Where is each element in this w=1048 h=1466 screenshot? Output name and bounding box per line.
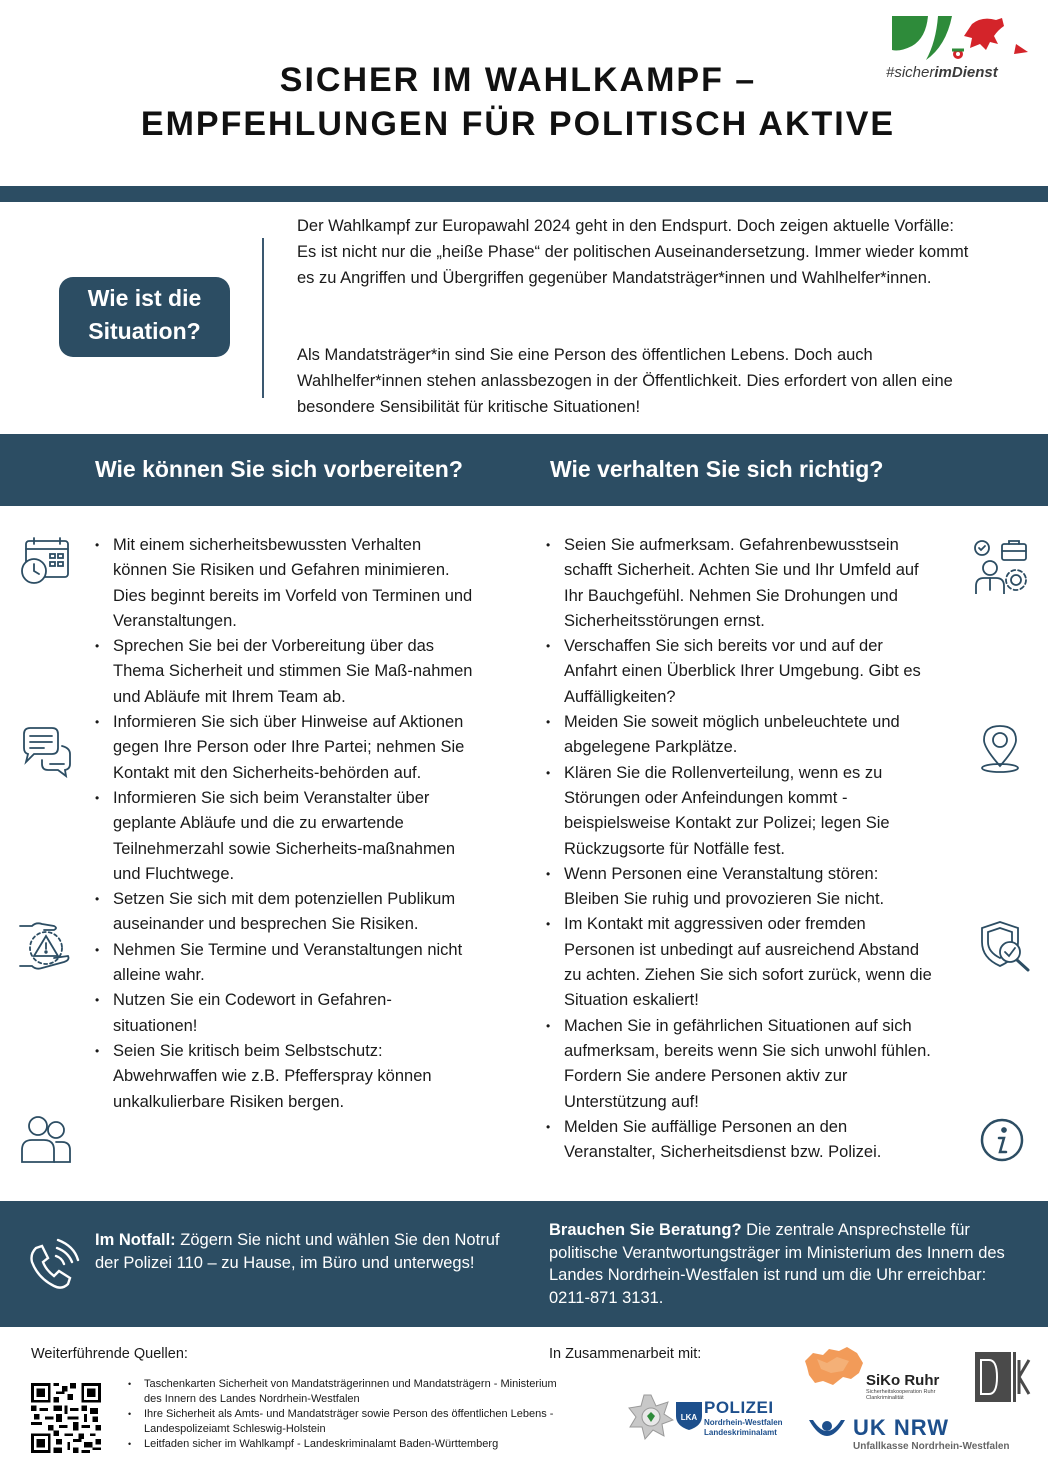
lka-badge-icon bbox=[674, 1398, 704, 1432]
team-tools-icon bbox=[972, 538, 1028, 594]
siko-ruhr-map-icon bbox=[803, 1345, 865, 1387]
police-star-icon bbox=[628, 1394, 674, 1440]
polizei-name: POLIZEI bbox=[704, 1398, 774, 1417]
phone-ringing-icon bbox=[24, 1238, 80, 1294]
situation-divider bbox=[262, 238, 264, 398]
calendar-clock-icon bbox=[18, 535, 74, 591]
emergency-body: Zögern Sie nicht und wählen Sie den Notruf der Polizei 110 – zu Hause, im Büro und unterwegs! bbox=[95, 1231, 500, 1272]
title-line-1: SICHER IM WAHLKAMPF – bbox=[279, 61, 757, 99]
list-item: • Seien Sie kritisch beim Selbstschutz: Abwehrwaffen wie z.B. Pfefferspray können unkalkulierbare Risiken bergen. bbox=[95, 1039, 475, 1115]
polizei-logo bbox=[704, 1398, 804, 1438]
dfk-logo-icon bbox=[975, 1352, 1031, 1402]
sources-heading: Weiterführende Quellen: bbox=[31, 1346, 188, 1362]
advice-body: Die zentrale Ansprechstelle für politische Verantwortungsträger im Ministerium des Innern des Landes Nordrhein-Westfalen ist rund um die Uhr erreichbar: 0211-871 3131. bbox=[549, 1221, 1005, 1307]
list-item: • Verschaffen Sie sich bereits vor und auf der Anfahrt einen Überblick Ihrer Umgebung. Gibt es Auffälligkeiten? bbox=[546, 634, 936, 710]
prepare-heading: Wie können Sie sich vorbereiten? bbox=[95, 456, 463, 482]
list-item: • Melden Sie auffällige Personen an den Veranstalter, Sicherheitsdienst bzw. Polizei. bbox=[546, 1115, 936, 1166]
sources-list bbox=[128, 1377, 558, 1452]
list-item: • Machen Sie in gefährlichen Situationen auf sich aufmerksam, bereits wenn Sie sich unwohl fühlen. Fordern Sie andere Personen aktiv zur Unterstützung auf! bbox=[546, 1014, 936, 1115]
title-line-2: EMPFEHLUNGEN FÜR POLITISCH AKTIVE bbox=[140, 105, 896, 143]
list-item: • Sprechen Sie bei der Vorbereitung über das Thema Sicherheit und stimmen Sie Maß-nahmen und Abläufe mit Ihrem Team ab. bbox=[95, 634, 475, 710]
list-item: • Ihre Sicherheit als Amts- und Mandatsträger sowie Person des öffentlichen Lebens - Landespolizeiamt Schleswig-Holstein bbox=[128, 1407, 558, 1437]
list-item: • Mit einem sicherheitsbewussten Verhalten können Sie Risiken und Gefahren minimieren. Dies beginnt bereits im Vorfeld von Terminen und Veranstaltungen. bbox=[95, 533, 475, 634]
people-icon bbox=[18, 1112, 74, 1168]
partners-heading: In Zusammenarbeit mit: bbox=[549, 1346, 702, 1362]
emergency-label: Im Notfall: bbox=[95, 1231, 176, 1249]
lka-badge-text: LKA bbox=[680, 1413, 698, 1422]
siko-ruhr-logo bbox=[866, 1372, 939, 1401]
advice-text bbox=[549, 1219, 1009, 1309]
behave-heading: Wie verhalten Sie sich richtig? bbox=[550, 456, 884, 482]
list-item: • Meiden Sie soweit möglich unbeleuchtete und abgelegene Parkplätze. bbox=[546, 710, 936, 761]
list-item: • Setzen Sie sich mit dem potenziellen Publikum auseinander und besprechen Sie Risiken. bbox=[95, 887, 475, 938]
list-item: • Leitfaden sicher im Wahlkampf - Landeskriminalamt Baden-Württemberg bbox=[128, 1437, 558, 1452]
emergency-text bbox=[95, 1229, 505, 1274]
prepare-list bbox=[95, 533, 475, 1115]
siko-line-2: Clankriminalität bbox=[866, 1395, 904, 1401]
situation-badge-line-1: Wie ist die bbox=[87, 285, 202, 311]
logo-suffix: imDienst bbox=[934, 64, 998, 81]
list-item: • Nutzen Sie ein Codewort in Gefahren-situationen! bbox=[95, 988, 475, 1039]
list-item: • Taschenkarten Sicherheit von Mandatsträgerinnen und Mandatsträgern - Ministerium des Innern des Landes Nordrhein-Westfalen bbox=[128, 1377, 558, 1407]
info-icon bbox=[976, 1112, 1032, 1168]
situation-paragraph-1: Der Wahlkampf zur Europawahl 2024 geht in den Endspurt. Doch zeigen aktuelle Vorfälle: Es ist nicht nur die „heiße Phase“ der politischen Auseinandersetzung. Immer wieder kommt es zu Angriffen und Übergriffen gegenüber Mandatsträger*innen und Wahlhelfer*innen. bbox=[297, 217, 969, 287]
logo-hashtag bbox=[886, 64, 1036, 81]
polizei-line-1: Nordrhein-Westfalen bbox=[704, 1418, 783, 1427]
list-item: • Informieren Sie sich beim Veranstalter über geplante Abläufe und die zu erwartende Teilnehmerzahl sowie Sicherheits-maßnahmen und Fluchtwege. bbox=[95, 786, 475, 887]
header-divider-bar bbox=[0, 186, 1048, 202]
list-item: • Nehmen Sie Termine und Veranstaltungen nicht alleine wahr. bbox=[95, 938, 475, 989]
siko-line-1: Sicherheitskooperation Ruhr bbox=[866, 1389, 936, 1395]
situation-badge bbox=[59, 277, 230, 357]
situation-paragraph-2: Als Mandatsträger*in sind Sie eine Person des öffentlichen Lebens. Doch auch Wahlhelfer*innen stehen anlassbezogen in der Öffentlichkeit. Dies erfordert von allen eine besondere Sensibilität für kritische Situationen! bbox=[297, 346, 953, 416]
hand-warning-icon bbox=[18, 918, 74, 974]
list-item: • Im Kontakt mit aggressiven oder fremden Personen ist unbedingt auf ausreichend Abstand zu achten. Ziehen Sie sich sofort zurück, wenn die Situation eskaliert! bbox=[546, 912, 936, 1013]
list-item: • Informieren Sie sich über Hinweise auf Aktionen gegen Ihre Person oder Ihre Partei; nehmen Sie Kontakt mit den Sicherheits-behörden auf. bbox=[95, 710, 475, 786]
shield-search-icon bbox=[976, 918, 1032, 974]
logo-prefix: #sicher bbox=[886, 64, 935, 81]
qr-code-icon[interactable] bbox=[31, 1383, 101, 1453]
uk-name: UK NRW bbox=[853, 1415, 950, 1440]
polizei-line-2: Landeskriminalamt bbox=[704, 1428, 777, 1437]
list-item: • Seien Sie aufmerksam. Gefahrenbewusstsein schafft Sicherheit. Achten Sie und Ihr Umfeld auf Ihr Bauchgefühl. Nehmen Sie Drohungen und Sicherheitsstörungen ernst. bbox=[546, 533, 936, 634]
chat-bubbles-icon bbox=[18, 724, 74, 780]
situation-badge-line-2: Situation? bbox=[88, 318, 201, 344]
location-pin-icon bbox=[972, 720, 1028, 776]
uk-nrw-emblem-icon bbox=[805, 1412, 849, 1448]
siko-name: SiKo Ruhr bbox=[866, 1372, 940, 1389]
list-item: • Klären Sie die Rollenverteilung, wenn es zu Störungen oder Anfeindungen kommt - beispielsweise Kontakt zur Polizei; legen Sie Rückzugsorte für Notfälle fest. bbox=[546, 761, 936, 862]
advice-label: Brauchen Sie Beratung? bbox=[549, 1221, 742, 1239]
list-item: • Wenn Personen eine Veranstaltung stören: Bleiben Sie ruhig und provozieren Sie nicht. bbox=[546, 862, 936, 913]
behave-list bbox=[546, 533, 936, 1165]
uk-line: Unfallkasse Nordrhein-Westfalen bbox=[853, 1441, 1010, 1452]
uk-nrw-logo bbox=[853, 1415, 1010, 1452]
page-title bbox=[0, 58, 1036, 146]
